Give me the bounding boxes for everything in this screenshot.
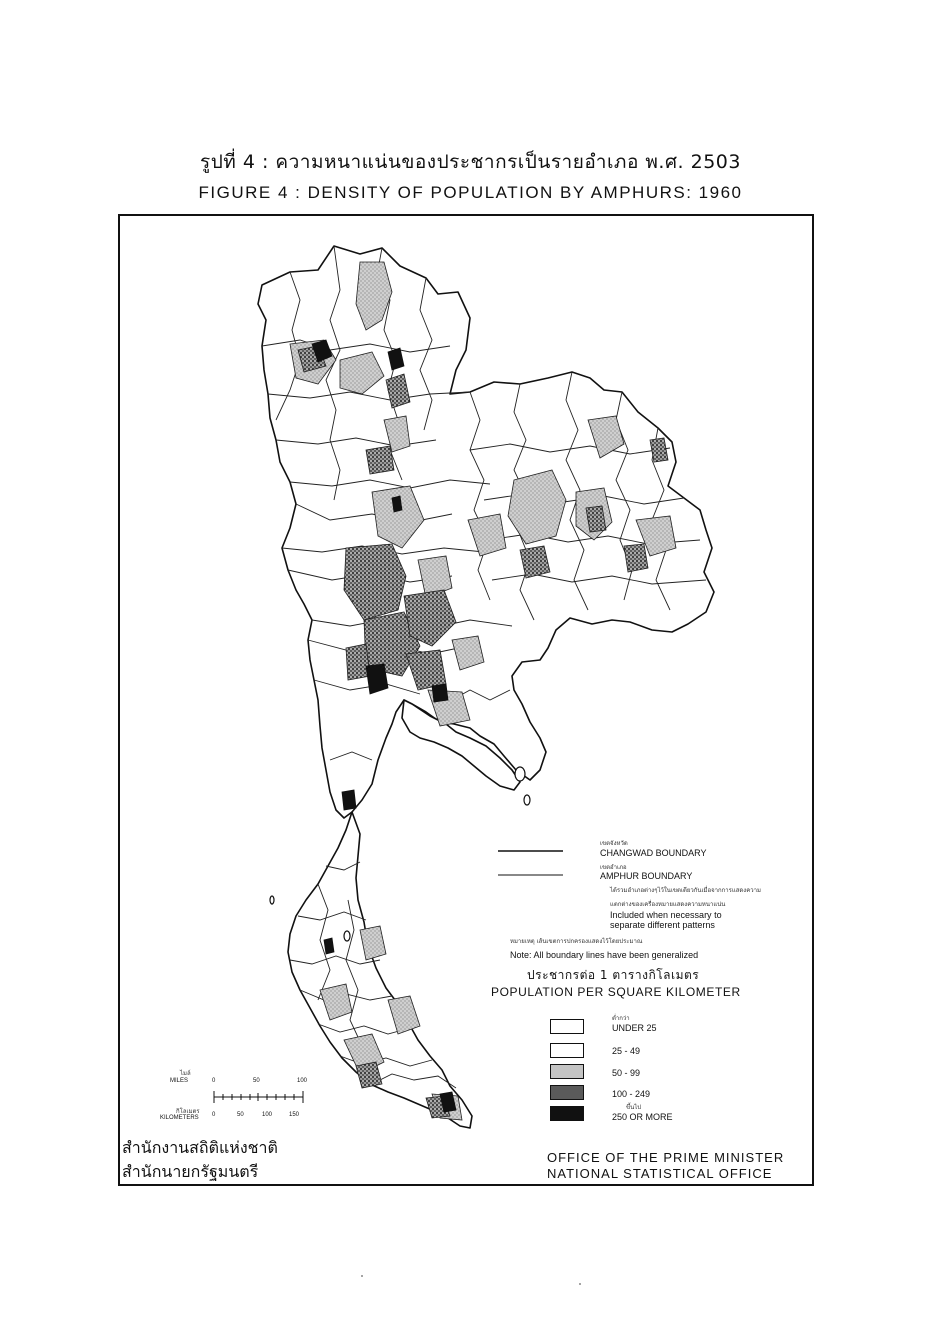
office-english-line-2: NATIONAL STATISTICAL OFFICE	[547, 1166, 773, 1181]
office-thai-line-1: สำนักงานสถิติแห่งชาติ	[122, 1138, 278, 1157]
included-thai-line-2: แตกต่างของเครื่องหมายแสดงความหนาแน่น	[610, 901, 726, 908]
class-250-plus-label: 250 OR MORE	[612, 1112, 673, 1122]
map-title-thai: รูปที่ 4 : ความหนาแน่นของประชากรเป็นรายอำเภอ พ.ศ. 2503	[200, 151, 741, 173]
note-thai: หมายเหตุ เส้นเขตการปกครองแสดงไว้โดยประมาณ	[510, 938, 643, 945]
swatch-250-plus	[550, 1106, 584, 1121]
class-25-49-label: 25 - 49	[612, 1046, 641, 1056]
map-title-english: FIGURE 4 : DENSITY OF POPULATION BY AMPHURS: 1960	[198, 183, 743, 202]
swatch-under-25	[550, 1019, 584, 1034]
swatch-50-99	[550, 1064, 584, 1079]
scale-km-tick-0: 0	[212, 1112, 216, 1118]
class-under-25-label: UNDER 25	[612, 1023, 657, 1033]
included-note-line-1: Included when necessary to	[610, 910, 722, 920]
included-note-line-2: separate different patterns	[610, 920, 715, 930]
scale-miles-label: MILES	[170, 1078, 189, 1084]
scale-km-tick-150: 150	[289, 1112, 300, 1118]
swatch-25-49	[550, 1043, 584, 1058]
changwad-thai-label: เขตจังหวัด	[600, 840, 628, 847]
scale-miles-tick-100: 100	[297, 1078, 308, 1084]
class-under-25-thai: ต่ำกว่า	[612, 1015, 630, 1022]
note-generalized: Note: All boundary lines have been generalized	[510, 950, 699, 960]
scale-km-label: KILOMETERS	[160, 1115, 199, 1121]
scale-miles-tick-50: 50	[253, 1078, 260, 1084]
office-thai-line-2: สำนักนายกรัฐมนตรี	[122, 1162, 259, 1181]
amphur-thai-label: เขตอำเภอ	[600, 864, 627, 871]
amphur-boundary-label: AMPHUR BOUNDARY	[600, 871, 693, 881]
density-legend-title-thai: ประชากรต่อ 1 ตารางกิโลเมตร	[527, 968, 700, 982]
changwad-boundary-label: CHANGWAD BOUNDARY	[600, 848, 707, 858]
class-50-99-label: 50 - 99	[612, 1068, 641, 1078]
class-100-249-label: 100 - 249	[612, 1089, 651, 1099]
scale-km-tick-50: 50	[237, 1112, 244, 1118]
class-250-plus-thai: ขึ้นไป	[626, 1104, 642, 1111]
scale-km-thai: กิโลเมตร	[176, 1108, 200, 1115]
scale-miles-tick-0: 0	[212, 1078, 216, 1084]
scale-miles-thai: ไมล์	[180, 1070, 191, 1077]
scale-km-tick-100: 100	[262, 1112, 273, 1118]
included-thai-line-1: ได้รวมอำเภอต่างๆไว้ในเขตเดียวกันเมื่อจากการแสดงความ	[610, 887, 761, 894]
office-english-line-1: OFFICE OF THE PRIME MINISTER	[547, 1150, 785, 1165]
swatch-100-249	[550, 1085, 584, 1100]
scale-bar-miles	[214, 1091, 303, 1103]
density-legend-title: POPULATION PER SQUARE KILOMETER	[491, 985, 741, 999]
